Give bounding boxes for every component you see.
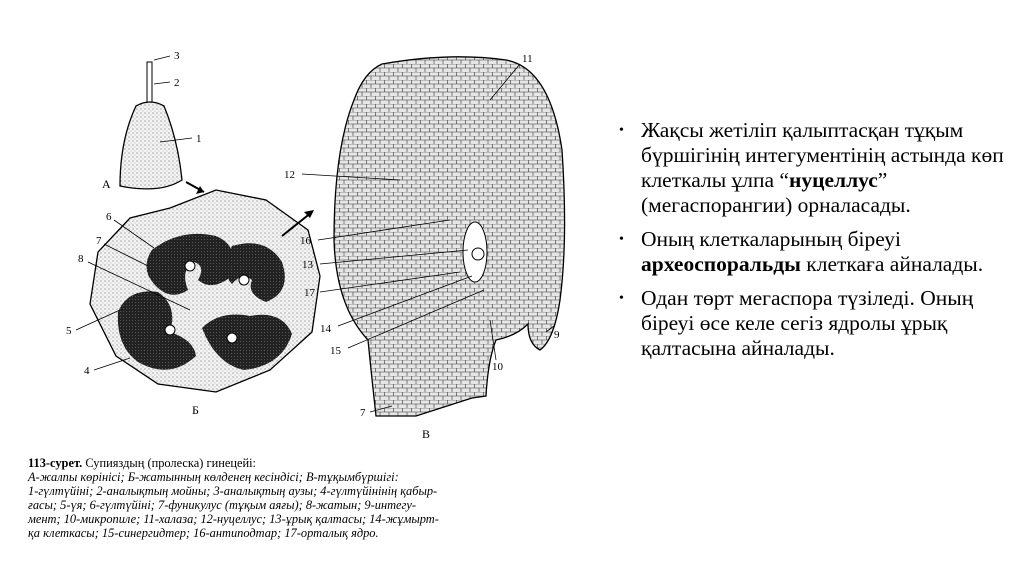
caption-line: А-жалпы көрінісі; Б-жатынның көлденең кесіндісі; В-тұқымбүршігі:	[28, 470, 399, 484]
caption-line: ғасы; 5-үя; 6-гүлтүйіні; 7-фуникулус (тұқым аяғы); 8-жатын; 9-интегу-	[28, 498, 416, 512]
callout-v-15: 15	[330, 345, 341, 357]
bullet-text: Оның клеткаларының біреуі археоспоральды клеткаға айналады.	[641, 227, 984, 276]
term-nucellus: нуцеллус	[788, 168, 878, 192]
caption-line: 1-гүлтүйіні; 2-аналықтың мойны; 3-аналықтың аузы; 4-гүлтүйінінің қабыр-	[28, 484, 438, 498]
caption-line: мент; 10-микропиле; 11-халаза; 12-нуцеллус; 13-ұрық қалтасы; 14-жұмырт-	[28, 512, 439, 526]
panel-label-v: В	[422, 427, 431, 441]
callout-b-4: 4	[84, 365, 90, 377]
callout-b-7: 7	[96, 235, 102, 247]
callout-v-17: 17	[304, 287, 315, 299]
callout-v-9: 9	[554, 329, 560, 341]
bullet-item	[617, 118, 1007, 218]
callout-v-11: 11	[522, 53, 533, 65]
callout-v-10: 10	[492, 361, 503, 373]
term-archesporial: археоспоральды	[641, 252, 801, 276]
bullet-item	[617, 227, 1007, 277]
callout-a-1: 1	[196, 133, 202, 145]
caption-heading	[28, 456, 618, 470]
bullet-text: Одан төрт мегаспора түзіледі. Оның біреуі өсе келе сегіз ядролы ұрық қалтасына айналады.	[641, 286, 974, 360]
callout-a-3: 3	[174, 50, 180, 62]
callout-a-2: 2	[174, 77, 180, 89]
callout-v-14: 14	[320, 323, 331, 335]
figure-caption	[28, 456, 618, 540]
bullet-icon: •	[619, 232, 624, 247]
panel-b-ovary-section	[66, 190, 320, 417]
gynoecium-figure	[20, 40, 620, 560]
panel-label-a: А	[102, 177, 111, 191]
bullet-icon: •	[619, 123, 624, 138]
callout-v-13: 13	[302, 259, 313, 271]
panel-label-b: Б	[192, 403, 199, 417]
caption-title: 113-сурет.	[28, 456, 83, 470]
bullet-icon: •	[619, 291, 624, 306]
bullet-item	[617, 286, 1007, 361]
callout-b-5: 5	[66, 325, 72, 337]
panel-v-ovule	[284, 53, 565, 441]
callout-b-6: 6	[106, 211, 112, 223]
callout-v-16: 16	[300, 235, 311, 247]
gynoecium-illustration	[20, 40, 620, 441]
caption-line: қа клеткасы; 15-синергидтер; 16-антиподтар; 17-орталық ядро.	[28, 526, 379, 540]
callout-v-7: 7	[360, 407, 366, 419]
panel-a-pistil	[102, 50, 204, 194]
callout-v-12: 12	[284, 169, 295, 181]
bullet-list	[617, 118, 1007, 370]
callout-b-8: 8	[78, 253, 84, 265]
bullet-text: Жақсы жетіліп қалыптасқан тұқым бүршігінің интегументінің астында көп клеткалы ұлпа “нуцеллус” (мегаспорангии) орналасады.	[641, 118, 1004, 217]
caption-subtitle: Супияздың (пролеска) гинецейі:	[85, 456, 256, 470]
